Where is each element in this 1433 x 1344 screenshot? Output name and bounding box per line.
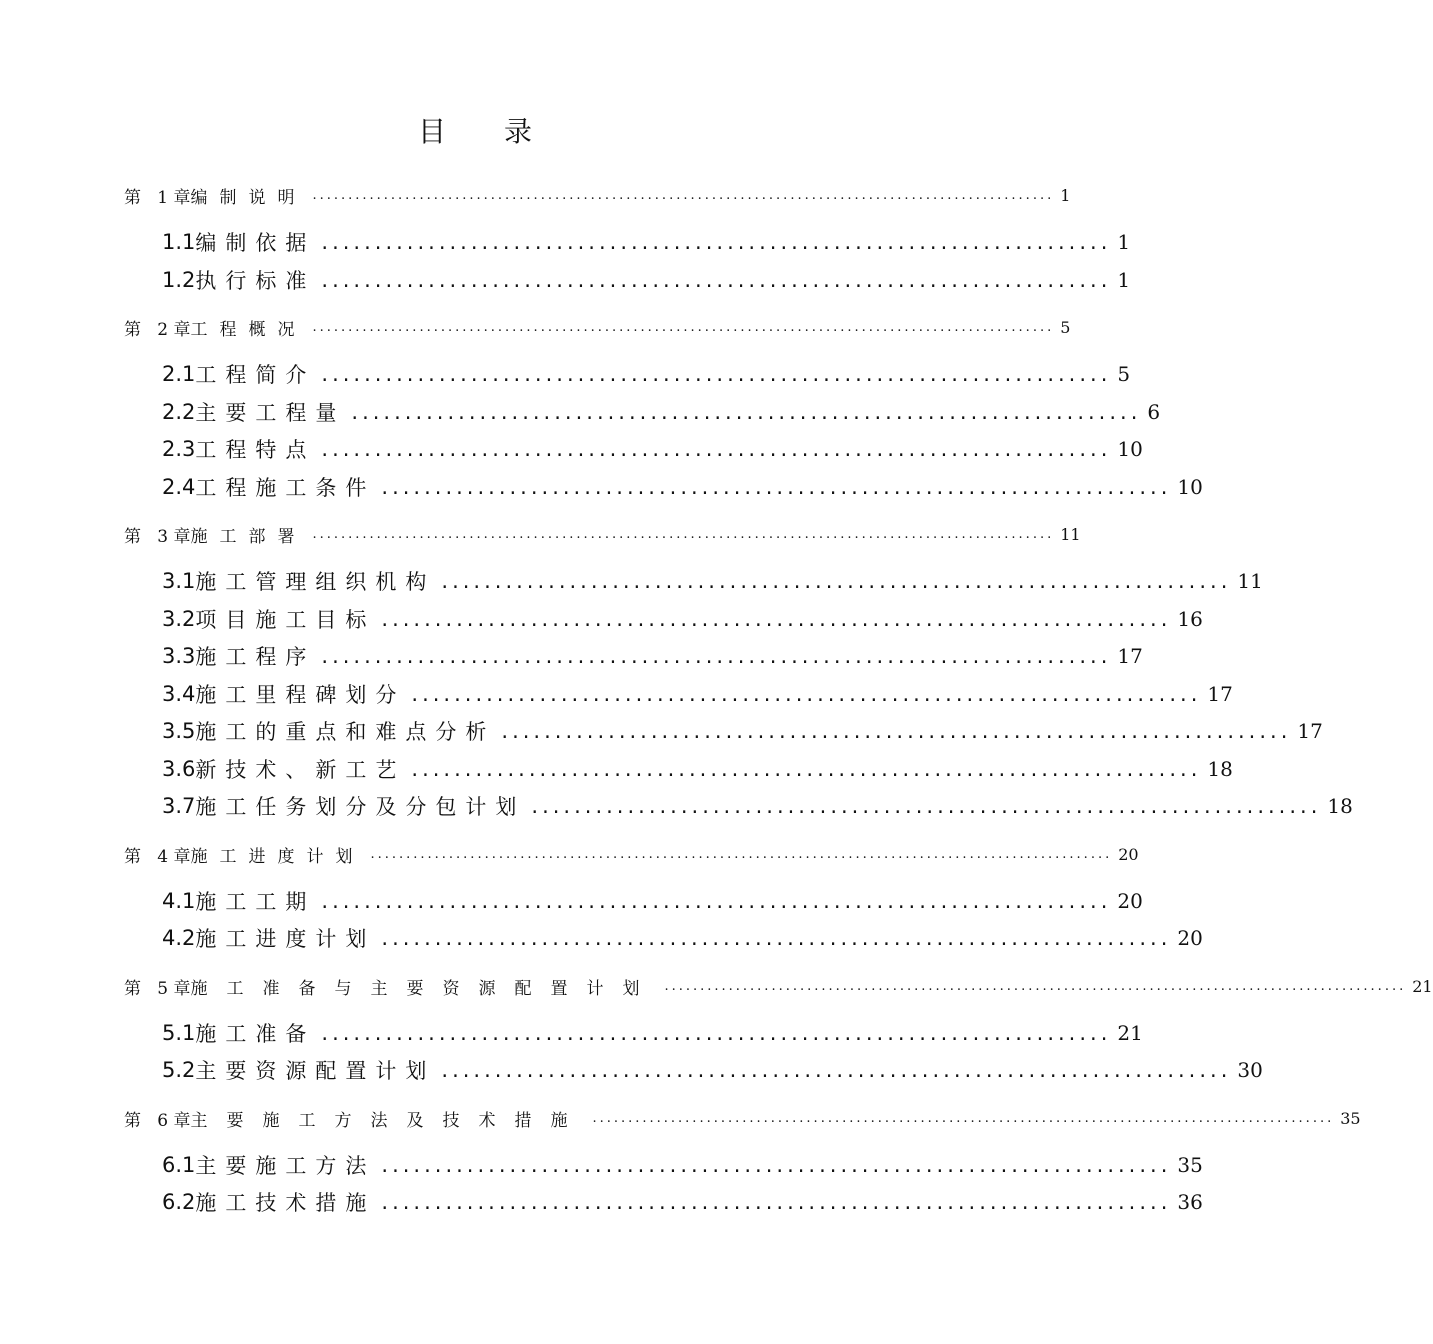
chapter-number: 2 [157,319,169,340]
chapter-number: 5 [157,978,169,999]
dot-leader: .......................................................................... [531,794,1322,818]
section-number: 3.5 [162,719,196,743]
section-number: 1.1 [162,230,196,254]
section-page: 17 [1117,644,1143,668]
toc-chapter-row[interactable] [124,1106,1361,1131]
toc-section-row[interactable] [162,641,1143,671]
section-title: 执行标准 [195,269,316,293]
section-number: 3.7 [162,794,196,818]
toc-chapter-row[interactable] [124,842,1139,867]
chapter-title: 编制说明 [190,187,307,208]
chapter-suffix: 章 [173,319,191,340]
section-page: 20 [1117,889,1143,913]
section-number: 5.2 [162,1058,196,1082]
dot-leader: .......................................................................... [441,1058,1232,1082]
section-page: 16 [1177,607,1203,631]
toc-section-row[interactable] [162,434,1143,464]
chapter-number: 6 [157,1110,169,1131]
section-number: 2.1 [162,362,196,386]
section-number: 3.2 [162,607,196,631]
section-number: 2.3 [162,437,196,461]
section-number: 5.1 [162,1021,196,1045]
section-page: 18 [1207,757,1233,781]
dot-leader: .......................................................................... [441,569,1232,593]
toc-chapter-row[interactable] [124,315,1071,340]
toc-section-row[interactable] [162,566,1263,596]
section-page: 35 [1177,1153,1203,1177]
chapter-title: 施工准备与主要资源配置计划 [190,978,659,999]
chapter-suffix: 章 [173,187,191,208]
dot-leader: .......................................................................... [381,607,1172,631]
section-number: 3.3 [162,644,196,668]
toc-section-row[interactable] [162,791,1353,821]
dot-leader: .......................................................................... [411,757,1202,781]
section-title: 主要工程量 [195,401,346,425]
section-title: 施工管理组织机构 [195,570,436,594]
dot-leader: ........................................................................................................ [664,978,1407,994]
chapter-prefix: 第 [124,978,141,999]
chapter-prefix: 第 [124,526,141,547]
dot-leader: .......................................................................... [321,644,1112,668]
toc-section-row[interactable] [162,923,1203,953]
chapter-prefix: 第 [124,319,141,340]
section-number: 3.6 [162,757,196,781]
dot-leader: ........................................................................................................ [592,1110,1335,1126]
dot-leader: .......................................................................... [321,268,1112,292]
chapter-suffix: 章 [173,526,191,547]
dot-leader: .......................................................................... [321,362,1112,386]
section-title: 施工的重点和难点分析 [195,720,496,744]
section-page: 30 [1237,1058,1263,1082]
section-title: 工程施工条件 [195,476,376,500]
toc-section-row[interactable] [162,886,1143,916]
section-page: 6 [1147,400,1161,424]
section-page: 17 [1297,719,1323,743]
section-title: 施工准备 [195,1022,316,1046]
toc-section-row[interactable] [162,397,1161,427]
chapter-title: 施工部署 [190,526,307,547]
page-title: 目录 [417,115,590,148]
dot-leader: .......................................................................... [321,889,1112,913]
chapter-prefix: 第 [124,1110,141,1131]
chapter-page: 1 [1060,185,1071,205]
section-number: 4.1 [162,889,196,913]
section-title: 施工工期 [195,890,316,914]
dot-leader: ........................................................................................................ [312,319,1055,335]
toc-section-row[interactable] [162,1055,1263,1085]
toc-section-row[interactable] [162,604,1203,634]
section-title: 施工进度计划 [195,927,376,951]
section-title: 新技术、新工艺 [195,758,406,782]
chapter-prefix: 第 [124,846,141,867]
section-page: 18 [1327,794,1353,818]
toc-chapter-row[interactable] [124,522,1081,547]
dot-leader: ........................................................................................................ [312,526,1055,542]
section-number: 2.4 [162,475,196,499]
section-title: 施工里程碑划分 [195,683,406,707]
section-number: 3.4 [162,682,196,706]
section-number: 6.2 [162,1190,196,1214]
dot-leader: .......................................................................... [411,682,1202,706]
toc-section-row[interactable] [162,359,1131,389]
chapter-suffix: 章 [173,1110,191,1131]
dot-leader: .......................................................................... [351,400,1142,424]
section-page: 1 [1117,268,1131,292]
section-title: 主要施工方法 [195,1154,376,1178]
section-title: 施工任务划分及分包计划 [195,795,526,819]
toc-section-row[interactable] [162,679,1233,709]
toc-section-row[interactable] [162,1018,1143,1048]
toc-section-row[interactable] [162,265,1131,295]
chapter-prefix: 第 [124,187,141,208]
chapter-suffix: 章 [173,978,191,999]
toc-chapter-row[interactable] [124,974,1433,999]
dot-leader: .......................................................................... [321,437,1112,461]
section-page: 36 [1177,1190,1203,1214]
section-title: 主要资源配置计划 [195,1059,436,1083]
chapter-number: 1 [157,187,169,208]
section-title: 工程特点 [195,438,316,462]
section-title: 施工程序 [195,645,316,669]
chapter-page: 21 [1412,976,1433,996]
chapter-title: 施工进度计划 [190,846,365,867]
section-page: 10 [1117,437,1143,461]
section-page: 11 [1237,569,1263,593]
section-page: 17 [1207,682,1233,706]
dot-leader: .......................................................................... [381,926,1172,950]
chapter-suffix: 章 [173,846,191,867]
section-title: 施工技术措施 [195,1191,376,1215]
section-number: 3.1 [162,569,196,593]
section-title: 项目施工目标 [195,608,376,632]
section-title: 编制依据 [195,231,316,255]
section-title: 工程简介 [195,363,316,387]
dot-leader: ........................................................................................................ [370,846,1113,862]
toc-chapter-row[interactable] [124,183,1071,208]
section-number: 6.1 [162,1153,196,1177]
section-page: 21 [1117,1021,1143,1045]
chapter-page: 5 [1060,317,1071,337]
dot-leader: .......................................................................... [381,475,1172,499]
toc-section-row[interactable] [162,1150,1203,1180]
section-number: 1.2 [162,268,196,292]
section-page: 20 [1177,926,1203,950]
dot-leader: .......................................................................... [501,719,1292,743]
chapter-number: 3 [157,526,169,547]
chapter-page: 11 [1060,524,1081,544]
section-number: 4.2 [162,926,196,950]
dot-leader: ........................................................................................................ [312,187,1055,203]
toc-section-row[interactable] [162,754,1233,784]
dot-leader: .......................................................................... [321,230,1112,254]
dot-leader: .......................................................................... [381,1190,1172,1214]
chapter-title: 主要施工方法及技术措施 [190,1110,587,1131]
toc-section-row[interactable] [162,227,1131,257]
section-page: 1 [1117,230,1131,254]
chapter-title: 工程概况 [190,319,307,340]
chapter-page: 20 [1118,844,1139,864]
toc-section-row[interactable] [162,472,1203,502]
toc-section-row[interactable] [162,716,1323,746]
section-number: 2.2 [162,400,196,424]
section-page: 10 [1177,475,1203,499]
dot-leader: .......................................................................... [321,1021,1112,1045]
section-page: 5 [1117,362,1131,386]
dot-leader: .......................................................................... [381,1153,1172,1177]
chapter-page: 35 [1340,1108,1361,1128]
chapter-number: 4 [157,846,169,867]
toc-section-row[interactable] [162,1187,1203,1217]
